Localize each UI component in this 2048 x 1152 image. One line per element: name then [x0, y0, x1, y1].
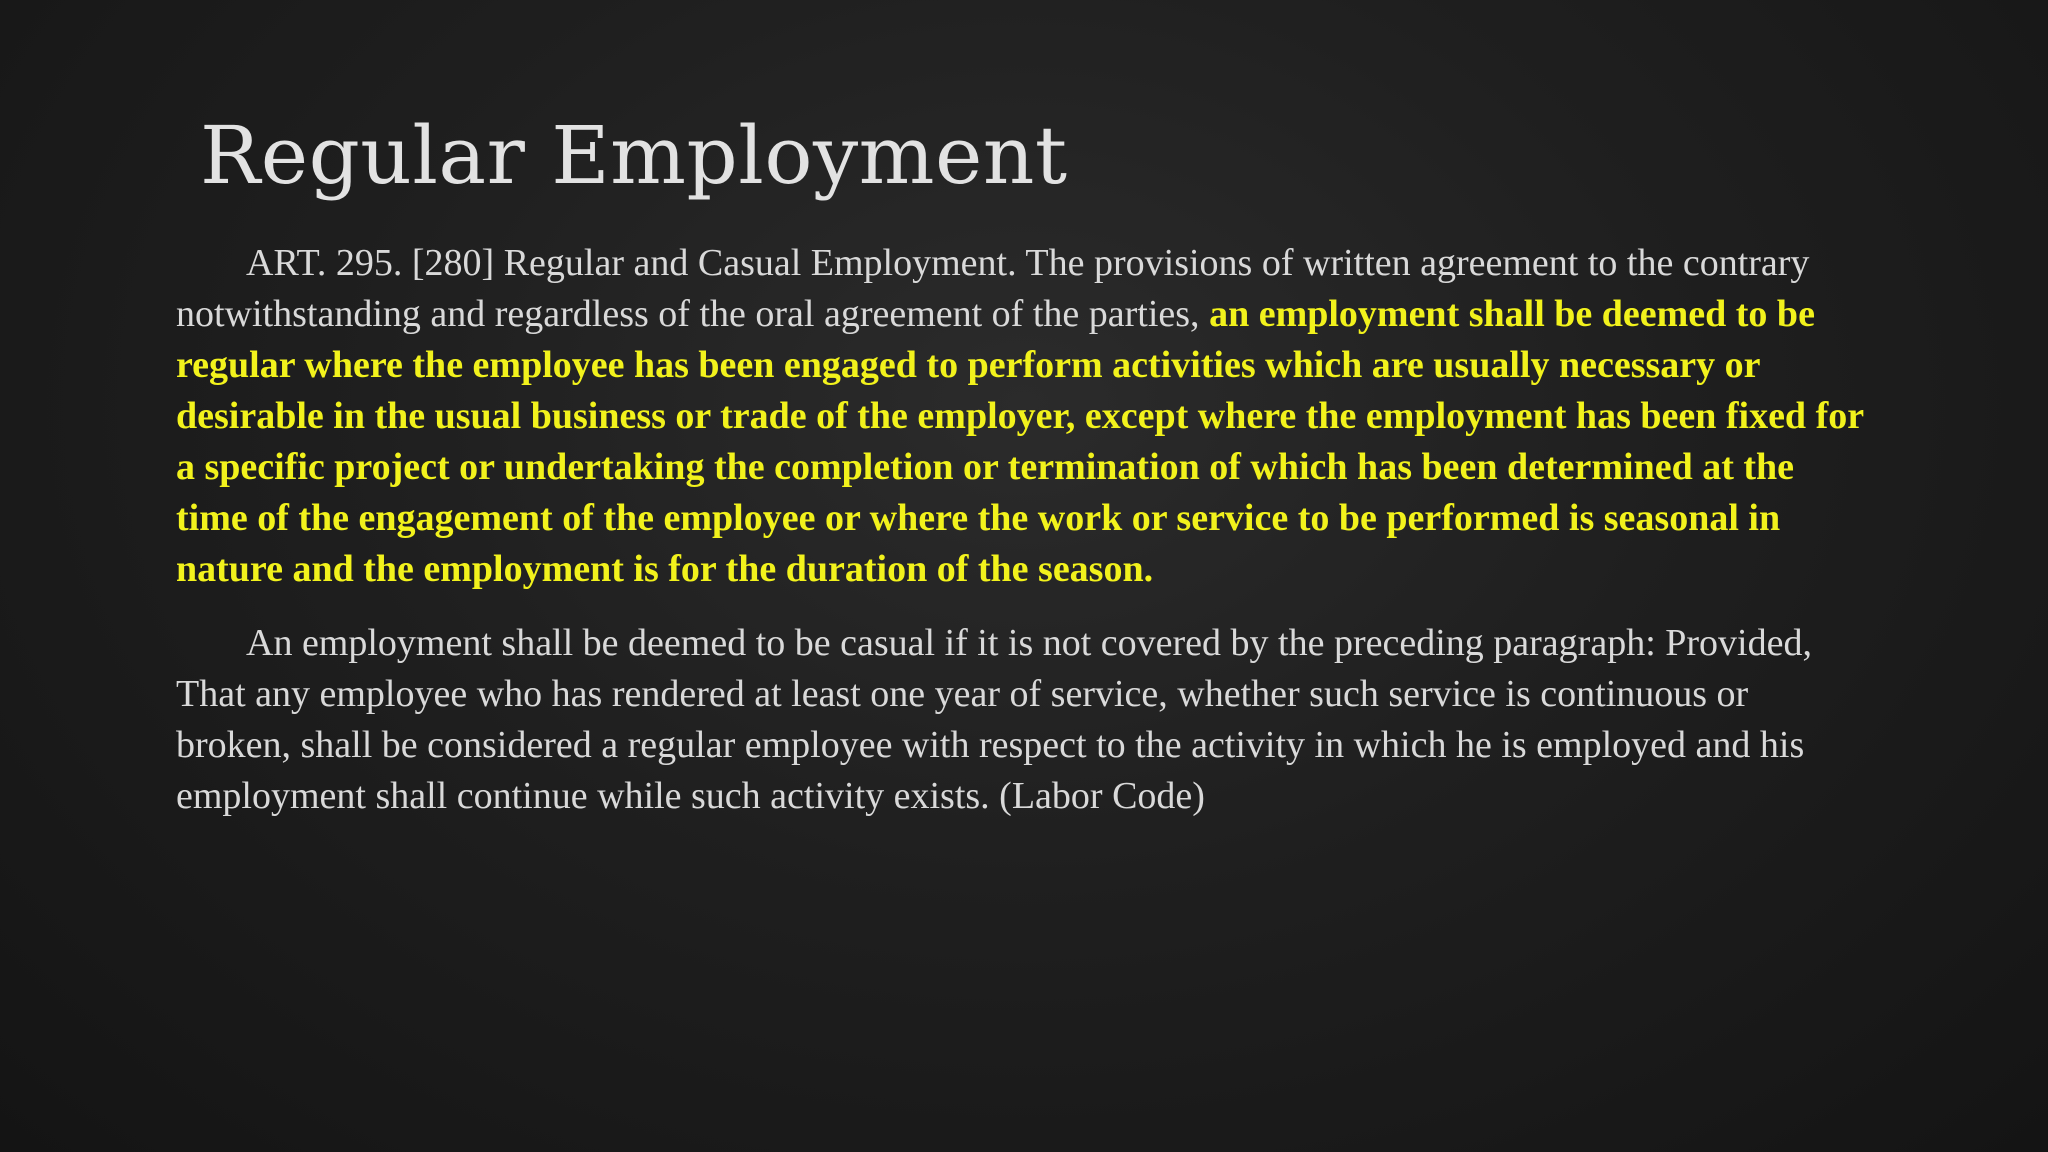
slide-body: [176, 238, 1866, 822]
article-lead-text: ART. 295. [280] Regular and Casual Employment. The provisions of written agreement to the contrary notwithstanding and regardless of the oral agreement of the parties,: [176, 242, 1810, 335]
highlighted-definition: an employment shall be deemed to be regular where the employee has been engaged to perform activities which are usually necessary or desirable in the usual business or trade of the employer, except where the employment has been fixed for a specific project or undertaking the completion or termination of which has been determined at the time of the engagement of the employee or where the work or service to be performed is seasonal in nature and the employment is for the duration of the season.: [176, 293, 1864, 590]
slide-title: Regular Employment: [200, 109, 1068, 202]
casual-employment-paragraph: An employment shall be deemed to be casual if it is not covered by the preceding paragraph: Provided, That any employee who has rendered at least one year of service, whether such service is continuous or broken, shall be considered a regular employee with respect to the activity in which he is employed and his employment shall continue while such activity exists. (Labor Code): [176, 622, 1812, 817]
article-paragraph: [176, 238, 1866, 595]
